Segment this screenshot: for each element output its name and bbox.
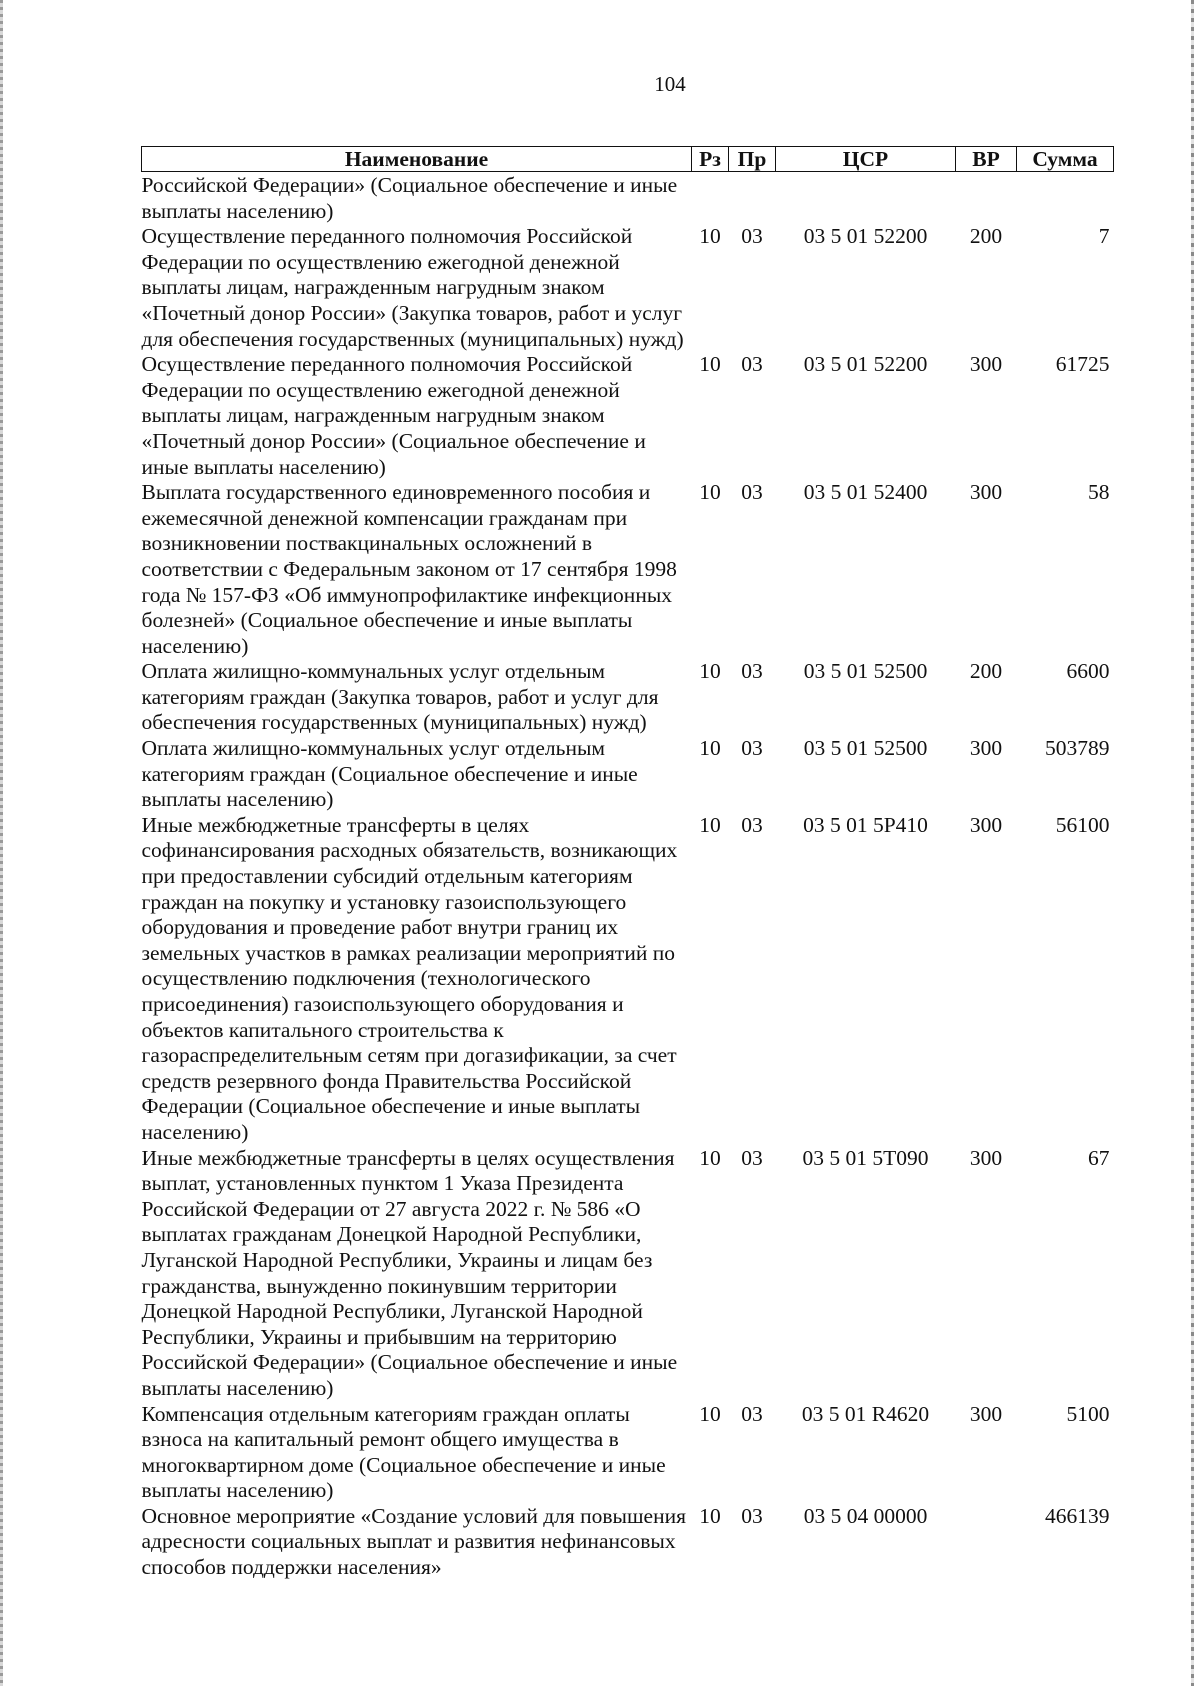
row-csr: 03 5 01 5T090 xyxy=(802,1145,929,1170)
row-csr: 03 5 01 52500 xyxy=(803,659,928,684)
row-name: Иные межбюджетные трансферты в целях осуществления выплат, установленных пунктом 1 Указа Президента Российской Федерации от 27 августа 2022 г. № 586 «О выплатах гражданам Донецкой Народной Республики, Луганской Народной Республики, Украины и лицам без гражданства, вынужденно покинувшим территории Донецкой Народной Республики, Луганской Народной Республики, Украины и прибывшим на территорию Российской Федерации» (Социальное обеспечение и иные выплаты населению) xyxy=(141,1145,678,1400)
row-name: Осуществление переданного полномочия Российской Федерации по осуществлению ежегодной денежной выплаты лицам, награжденным нагрудным знаком «Почетный донор России» (Социальное обеспечение и иные выплаты населению) xyxy=(141,352,646,479)
row-csr: 03 5 01 52200 xyxy=(803,224,928,249)
row-csr: 03 5 01 5P410 xyxy=(803,812,928,837)
row-vr: 300 xyxy=(969,1145,1003,1170)
table-row xyxy=(142,736,1114,813)
scan-edge-left xyxy=(0,0,3,1686)
table-row xyxy=(142,1504,1114,1581)
header-csr: ЦСР xyxy=(776,147,956,172)
row-name: Осуществление переданного полномочия Российской Федерации по осуществлению ежегодной денежной выплаты лицам, награжденным нагрудным знаком «Почетный донор России» (Закупка товаров, работ и услуг для обеспечения государственных (муниципальных) нужд) xyxy=(141,224,684,351)
row-sum: 58 xyxy=(1088,480,1110,505)
row-sum: 466139 xyxy=(1045,1503,1110,1528)
row-rz: 10 xyxy=(699,1503,721,1528)
row-pr: 03 xyxy=(741,352,763,377)
row-sum: 61725 xyxy=(1055,352,1110,377)
row-csr: 03 5 01 52400 xyxy=(803,480,928,505)
header-name: Наименование xyxy=(142,147,692,172)
header-rz: Рз xyxy=(692,147,729,172)
row-vr: 300 xyxy=(969,1401,1003,1426)
row-name: Компенсация отдельным категориям граждан оплаты взноса на капитальный ремонт общего имущества в многоквартирном доме (Социальное обеспечение и иные выплаты населению) xyxy=(141,1401,666,1503)
row-vr xyxy=(956,1504,1017,1581)
row-pr: 03 xyxy=(741,480,763,505)
row-csr: 03 5 01 52200 xyxy=(803,352,928,377)
row-name: Выплата государственного единовременного пособия и ежемесячной денежной компенсации гражданам при возникновении поствакцинальных осложнений в соответствии с Федеральным законом от 17 сентября 1998 года № 157-ФЗ «Об иммунопрофилактике инфекционных болезней» (Социальное обеспечение и иные выплаты населению) xyxy=(141,480,677,658)
table-row xyxy=(142,813,1114,1146)
row-rz: 10 xyxy=(699,812,721,837)
table-header-row xyxy=(142,147,1114,172)
row-vr: 300 xyxy=(969,736,1003,761)
table-row xyxy=(142,480,1114,659)
row-pr: 03 xyxy=(741,659,763,684)
table-row xyxy=(142,1402,1114,1504)
row-vr: 300 xyxy=(969,352,1003,377)
row-csr xyxy=(776,172,956,225)
row-vr: 300 xyxy=(969,480,1003,505)
row-sum: 5100 xyxy=(1066,1401,1110,1426)
row-sum: 7 xyxy=(1098,224,1110,249)
row-rz xyxy=(692,172,729,225)
row-sum: 6600 xyxy=(1066,659,1110,684)
row-rz: 10 xyxy=(699,1401,721,1426)
row-vr: 300 xyxy=(969,812,1003,837)
row-pr: 03 xyxy=(741,1145,763,1170)
row-rz: 10 xyxy=(699,352,721,377)
row-pr: 03 xyxy=(741,1401,763,1426)
row-rz: 10 xyxy=(699,224,721,249)
row-pr: 03 xyxy=(741,1503,763,1528)
table-row xyxy=(142,172,1114,225)
row-sum xyxy=(1017,172,1114,225)
budget-table xyxy=(141,146,1114,1581)
row-vr xyxy=(956,172,1017,225)
row-name: Основное мероприятие «Создание условий для повышения адресности социальных выплат и развития нефинансовых способов поддержки населения» xyxy=(141,1503,686,1580)
row-sum: 67 xyxy=(1088,1145,1110,1170)
row-csr: 03 5 01 R4620 xyxy=(801,1401,930,1426)
row-pr: 03 xyxy=(741,736,763,761)
row-pr xyxy=(729,172,776,225)
table-row xyxy=(142,352,1114,480)
row-rz: 10 xyxy=(699,736,721,761)
row-rz: 10 xyxy=(699,1145,721,1170)
row-pr: 03 xyxy=(741,224,763,249)
page-number: 104 xyxy=(654,72,686,96)
row-pr: 03 xyxy=(741,812,763,837)
row-name: Оплата жилищно-коммунальных услуг отдельным категориям граждан (Социальное обеспечение и иные выплаты населению) xyxy=(141,736,638,812)
row-csr: 03 5 01 52500 xyxy=(803,736,928,761)
row-name: Оплата жилищно-коммунальных услуг отдельным категориям граждан (Закупка товаров, работ и услуг для обеспечения государственных (муниципальных) нужд) xyxy=(141,659,659,735)
header-vr: ВР xyxy=(956,147,1017,172)
row-csr: 03 5 04 00000 xyxy=(803,1503,928,1528)
row-name: Российской Федерации» (Социальное обеспечение и иные выплаты населению) xyxy=(141,173,678,223)
row-rz: 10 xyxy=(699,659,721,684)
header-sum: Сумма xyxy=(1017,147,1114,172)
row-vr: 200 xyxy=(969,224,1003,249)
row-vr: 200 xyxy=(969,659,1003,684)
row-name: Иные межбюджетные трансферты в целях софинансирования расходных обязательств, возникающих при предоставлении субсидий отдельным категориям граждан на покупку и установку газоиспользующего оборудования и проведение работ внутри границ их земельных участков в рамках реализации мероприятий по осуществлению подключения (технологического присоединения) газоиспользующего оборудования и объектов капитального строительства к газораспределительным сетям при догазификации, за счет средств резервного фонда Правительства Российской Федерации (Социальное обеспечение и иные выплаты населению) xyxy=(141,812,678,1144)
header-pr: Пр xyxy=(729,147,776,172)
scan-edge-right xyxy=(1191,0,1194,1686)
table-row xyxy=(142,659,1114,736)
row-sum: 56100 xyxy=(1055,812,1110,837)
table-row xyxy=(142,1146,1114,1402)
table-row xyxy=(142,224,1114,352)
row-sum: 503789 xyxy=(1045,736,1110,761)
row-rz: 10 xyxy=(699,480,721,505)
